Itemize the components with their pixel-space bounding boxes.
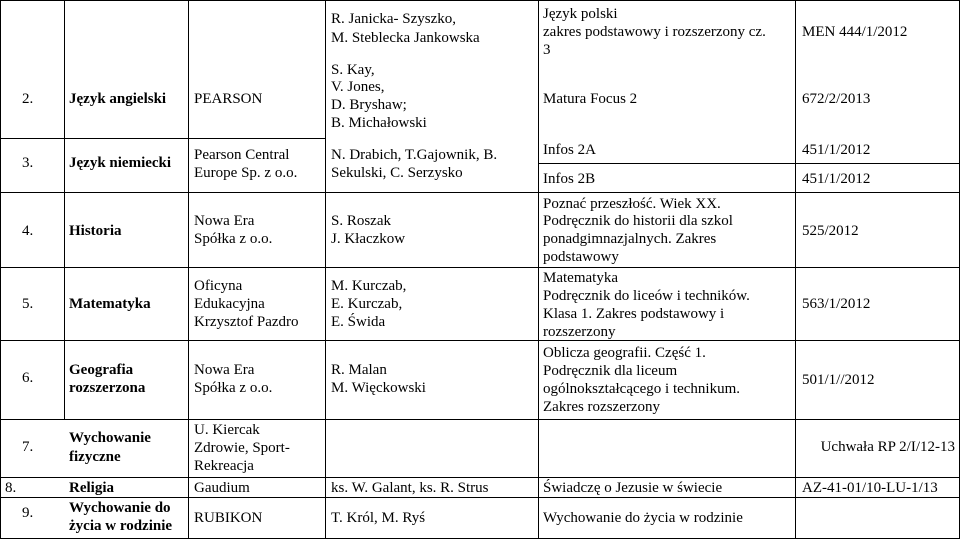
subject-line: fizyczne bbox=[69, 449, 121, 465]
grid-line bbox=[0, 340, 960, 341]
title-line: Podręcznik dla liceum bbox=[543, 363, 678, 379]
subject-cell: Matematyka bbox=[69, 296, 151, 312]
publisher-line: Nowa Era bbox=[194, 213, 255, 229]
author-line: S. Roszak bbox=[331, 213, 391, 229]
grid-line bbox=[0, 138, 325, 139]
author-line: E. Kurczab, bbox=[331, 296, 403, 312]
grid-line bbox=[325, 0, 326, 539]
author-line: M. Kurczab, bbox=[331, 278, 407, 294]
approval-number: AZ-41-01/10-LU-1/13 bbox=[802, 480, 938, 496]
publisher-line: Europe Sp. z o.o. bbox=[194, 165, 298, 181]
publisher-line: Zdrowie, Sport- bbox=[194, 440, 290, 456]
grid-line bbox=[64, 0, 65, 419]
title-line: ponadgimnazjalnych. Zakres bbox=[543, 231, 717, 247]
grid-line bbox=[538, 0, 539, 539]
publisher-line: Oficyna bbox=[194, 278, 243, 294]
grid-line bbox=[0, 477, 960, 478]
author-line: Sekulski, C. Serzysko bbox=[331, 165, 463, 181]
subject-line: Wychowanie bbox=[69, 430, 151, 446]
subject-cell: Język niemiecki bbox=[69, 155, 172, 171]
approval-number: 451/1/2012 bbox=[802, 142, 871, 158]
publisher-line: Edukacyjna bbox=[194, 296, 265, 312]
grid-line bbox=[0, 0, 1, 539]
title-line: ogólnokształcącego i technikum. bbox=[543, 381, 741, 397]
grid-line bbox=[538, 163, 960, 164]
title-line: Język polski bbox=[543, 6, 618, 22]
grid-line bbox=[795, 0, 796, 539]
grid-line bbox=[0, 267, 960, 268]
author-line: J. Kłaczkow bbox=[331, 231, 406, 247]
publisher-line: Spółka z o.o. bbox=[194, 380, 273, 396]
approval-number: 501/1//2012 bbox=[802, 372, 875, 388]
grid-line bbox=[0, 192, 960, 193]
title-line: Infos 2A bbox=[543, 142, 596, 158]
title-line: Infos 2B bbox=[543, 171, 596, 187]
grid-line bbox=[188, 0, 189, 539]
title-line: Poznać przeszłość. Wiek XX. bbox=[543, 196, 721, 212]
publisher-line: Krzysztof Pazdro bbox=[194, 314, 299, 330]
approval-number: 563/1/2012 bbox=[802, 296, 871, 312]
approval-number: 451/1/2012 bbox=[802, 171, 871, 187]
subject-line: Geografia bbox=[69, 362, 134, 378]
row-number: 8. bbox=[5, 480, 17, 496]
subject-cell: Język angielski bbox=[69, 91, 167, 107]
author-line: V. Jones, bbox=[331, 79, 385, 95]
row-number: 5. bbox=[22, 296, 34, 312]
title-line: 3 bbox=[543, 42, 551, 58]
title-line: Matematyka bbox=[543, 270, 618, 286]
publisher-cell: PEARSON bbox=[194, 91, 263, 107]
author-line: M. Steblecka Jankowska bbox=[331, 30, 480, 46]
authors-cell: ks. W. Galant, ks. R. Strus bbox=[331, 480, 489, 496]
approval-number: 525/2012 bbox=[802, 223, 859, 239]
publisher-line: Spółka z o.o. bbox=[194, 231, 273, 247]
author-line: S. Kay, bbox=[331, 62, 375, 78]
title-line: zakres podstawowy i rozszerzony cz. bbox=[543, 24, 766, 40]
author-line: R. Malan bbox=[331, 362, 387, 378]
publisher-line: Rekreacja bbox=[194, 458, 254, 474]
grid-line bbox=[0, 497, 960, 498]
approval-number: Uchwała RP 2/I/12-13 bbox=[820, 439, 955, 455]
author-line: E. Świda bbox=[331, 314, 386, 330]
row-number: 2. bbox=[22, 91, 34, 107]
subject-line: rozszerzona bbox=[69, 380, 146, 396]
title-line: Oblicza geografii. Część 1. bbox=[543, 345, 706, 361]
title-line: Matura Focus 2 bbox=[543, 91, 638, 107]
title-cell: Świadczę o Jezusie w świecie bbox=[543, 480, 723, 496]
approval-number: 672/2/2013 bbox=[802, 91, 871, 107]
approval-number: MEN 444/1/2012 bbox=[802, 24, 908, 40]
row-number: 3. bbox=[22, 155, 34, 171]
subject-cell: Historia bbox=[69, 223, 122, 239]
grid-line bbox=[0, 419, 960, 420]
author-line: M. Więckowski bbox=[331, 380, 426, 396]
title-line: podstawowy bbox=[543, 249, 619, 265]
row-number: 9. bbox=[22, 505, 34, 521]
subject-line: Wychowanie do bbox=[69, 500, 171, 516]
publisher-line: Nowa Era bbox=[194, 362, 255, 378]
title-cell: Wychowanie do życia w rodzinie bbox=[543, 510, 743, 526]
subject-line: życia w rodzinie bbox=[69, 518, 173, 534]
title-line: Klasa 1. Zakres podstawowy i bbox=[543, 306, 725, 322]
subject-cell: Religia bbox=[69, 480, 114, 496]
author-line: D. Bryshaw; bbox=[331, 97, 407, 113]
row-number: 7. bbox=[22, 439, 34, 455]
title-line: Zakres rozszerzony bbox=[543, 399, 661, 415]
author-line: B. Michałowski bbox=[331, 115, 427, 131]
publisher-line: U. Kiercak bbox=[194, 422, 260, 438]
author-line: N. Drabich, T.Gajownik, B. bbox=[331, 147, 498, 163]
title-line: rozszerzony bbox=[543, 324, 616, 340]
authors-cell: T. Król, M. Ryś bbox=[331, 510, 426, 526]
row-number: 4. bbox=[22, 223, 34, 239]
publisher-line: Pearson Central bbox=[194, 147, 290, 163]
publisher-cell: Gaudium bbox=[194, 480, 250, 496]
author-line: R. Janicka- Szyszko, bbox=[331, 11, 456, 27]
row-number: 6. bbox=[22, 370, 34, 386]
title-line: Podręcznik do historii dla szkol bbox=[543, 213, 733, 229]
publisher-cell: RUBIKON bbox=[194, 510, 263, 526]
grid-line bbox=[0, 0, 960, 1]
title-line: Podręcznik do liceów i techników. bbox=[543, 288, 750, 304]
